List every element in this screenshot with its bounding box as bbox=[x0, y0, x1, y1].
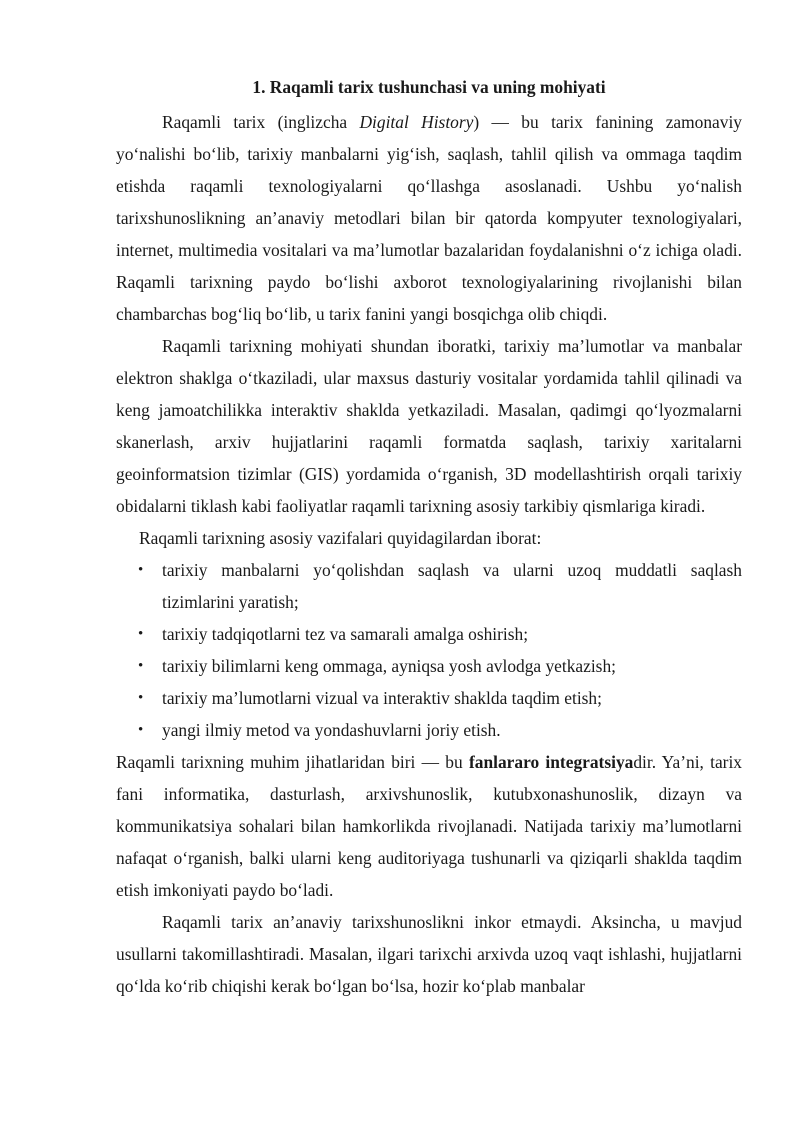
paragraph-definition-start: Raqamli tarix (inglizcha bbox=[162, 112, 360, 132]
paragraph-interdisciplinary-rest: dir. Ya’ni, tarix fani informatika, dasturlash, arxivshunoslik, kutubxonashunoslik, dizayn va kommunikatsiya sohalari bilan hamkorlikda rivojlanadi. Natijada tarixiy ma’lumotlarni nafaqat o‘rganish, balki ularni keng auditoriyaga tushunarli va qiziqarli shaklda taqdim etish imkoniyati paydo bo‘ladi. bbox=[116, 752, 743, 900]
list-item bbox=[116, 618, 742, 650]
list-item bbox=[116, 554, 742, 618]
list-item-text: tarixiy manbalarni yo‘qolishdan saqlash va ularni uzoq muddatli saqlash tizimlarini yaratish; bbox=[162, 560, 742, 612]
paragraph-definition-rest: ) — bu tarix fanining zamonaviy yo‘nalishi bo‘lib, tarixiy manbalarni yig‘ish, saqlash, tahlil qilish va ommaga taqdim etishda raqamli texnologiyalarni qo‘llashga asoslanadi. Ushbu yo‘nalish tarixshunoslikning an’anaviy metodlari bilan bir qatorda kompyuter texnologiyalari, internet, multimedia vositalari va ma’lumotlar bazalaridan foydalanishni o‘z ichiga oladi. Raqamli tarixning paydo bo‘lishi axborot texnologiyalarining rivojlanishi bilan chambarchas bog‘liq bo‘lib, u tarix fanini yangi bosqichga olib chiqdi. bbox=[116, 112, 742, 324]
term-digital-history: Digital History bbox=[359, 112, 474, 132]
bullet-icon: • bbox=[138, 690, 144, 706]
list-intro: Raqamli tarixning asosiy vazifalari quyidagilardan iborat: bbox=[139, 528, 542, 548]
section-title: 1. Raqamli tarix tushunchasi va uning mohiyati bbox=[252, 77, 606, 97]
paragraph-interdisciplinary-start: Raqamli tarixning muhim jihatlaridan biri — bu bbox=[116, 752, 469, 772]
list-item-text: tarixiy tadqiqotlarni tez va samarali amalga oshirish; bbox=[162, 624, 529, 644]
list-item-text: tarixiy ma’lumotlarni vizual va interaktiv shaklda taqdim etish; bbox=[162, 688, 602, 708]
tasks-list bbox=[116, 554, 742, 746]
list-item bbox=[116, 714, 742, 746]
list-item bbox=[116, 682, 742, 714]
paragraph-interdisciplinary bbox=[116, 746, 742, 906]
bullet-icon: • bbox=[138, 562, 144, 578]
term-interdisciplinary: fanlararo integratsiya bbox=[468, 752, 634, 772]
list-item-text: yangi ilmiy metod va yondashuvlarni joriy etish. bbox=[162, 720, 501, 740]
paragraph-definition bbox=[116, 106, 742, 330]
bullet-icon: • bbox=[138, 626, 144, 642]
list-item-text: tarixiy bilimlarni keng ommaga, ayniqsa yosh avlodga yetkazish; bbox=[162, 656, 616, 676]
list-item bbox=[116, 650, 742, 682]
bullet-icon: • bbox=[138, 722, 144, 738]
page-content bbox=[116, 68, 742, 1002]
paragraph-essence: Raqamli tarixning mohiyati shundan iboratki, tarixiy ma’lumotlar va manbalar elektron shaklga o‘tkaziladi, ular maxsus dasturiy vositalar yordamida tahlil qilinadi va keng jamoatchilikka interaktiv shaklda yetkaziladi. Masalan, qadimgi qo‘lyozmalarni skanerlash, arxiv hujjatlarini raqamli formatda saqlash, tarixiy xaritalarni geoinformatsion tizimlar (GIS) yordamida o‘rganish, 3D modellashtirish orqali tarixiy obidalarni tiklash kabi faoliyatlar raqamli tarixning asosiy tarkibiy qismlariga kiradi. bbox=[116, 336, 742, 516]
paragraph-tradition: Raqamli tarix an’anaviy tarixshunoslikni inkor etmaydi. Aksincha, u mavjud usullarni takomillashtiradi. Masalan, ilgari tarixchi arxivda uzoq vaqt ishlashi, hujjatlarni qo‘lda ko‘rib chiqishi kerak bo‘lgan bo‘lsa, hozir ko‘plab manbalar bbox=[116, 912, 742, 996]
bullet-icon: • bbox=[138, 658, 144, 674]
